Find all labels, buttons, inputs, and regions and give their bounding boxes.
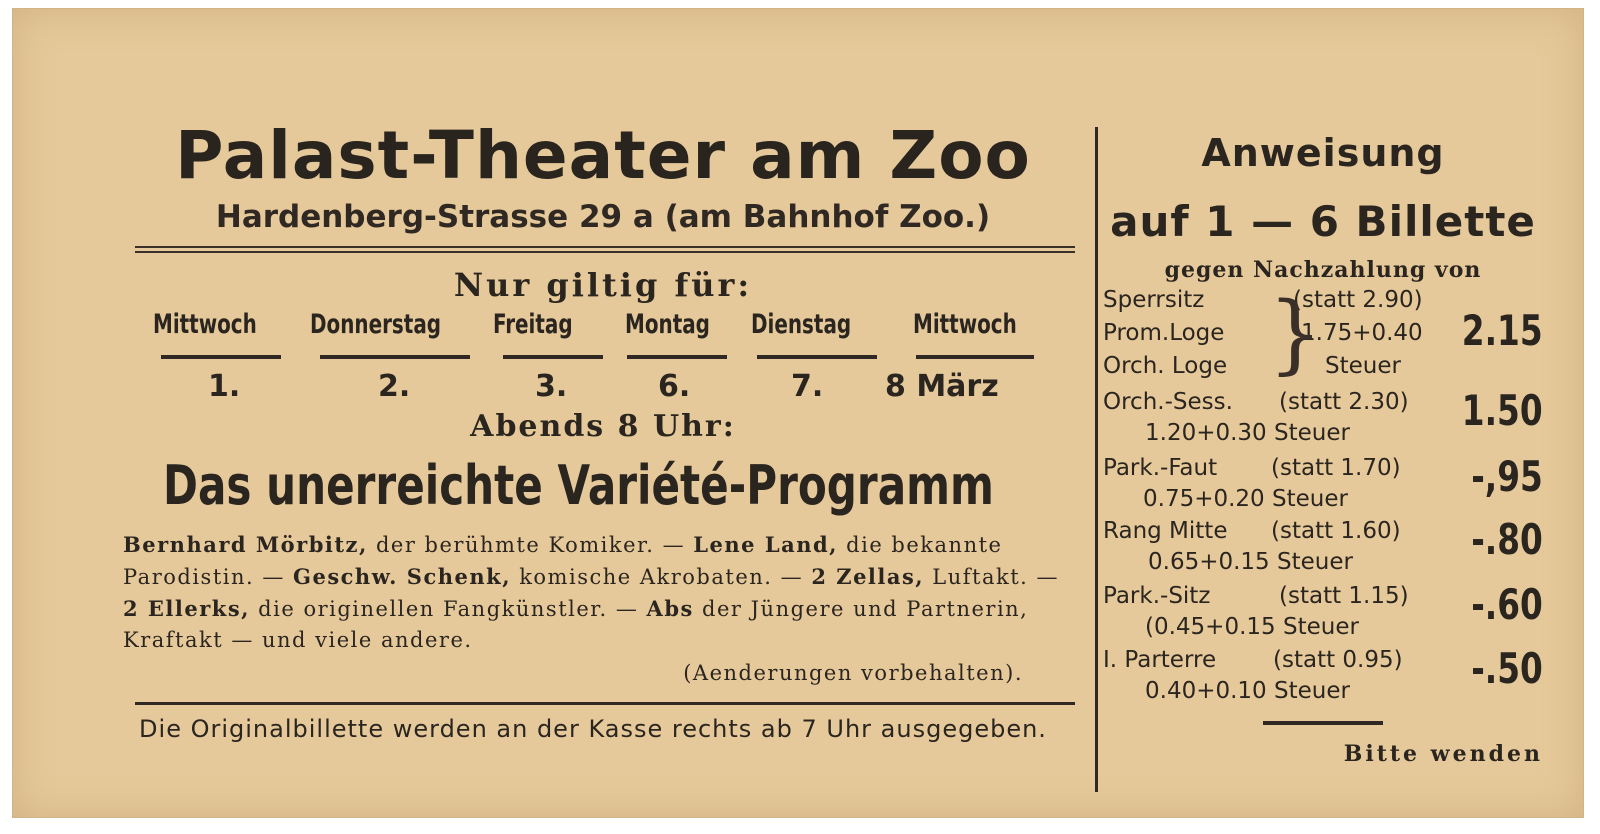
seat-category: Sperrsitz xyxy=(1103,287,1205,313)
statt-price: (statt 1.15) xyxy=(1279,583,1409,609)
valid-days xyxy=(123,309,1083,359)
vertical-divider xyxy=(1095,127,1098,792)
day-name: Mittwoch xyxy=(153,309,257,340)
seat-category: Orch.-Sess. xyxy=(1103,389,1233,415)
show-time: Abends 8 Uhr: xyxy=(470,409,736,444)
seat-category: Orch. Loge xyxy=(1103,353,1228,379)
turn-over-note: Bitte wenden xyxy=(1343,741,1543,767)
seat-price: -.80 xyxy=(1471,515,1543,564)
act-description: komische Akrobaten. — xyxy=(511,565,812,589)
day-underline xyxy=(757,355,877,359)
seat-category: Park.-Sitz xyxy=(1103,583,1211,609)
act-name: Abs xyxy=(646,596,694,621)
theater-address: Hardenberg-Strasse 29 a (am Bahnhof Zoo.) xyxy=(215,199,991,235)
seat-category: Rang Mitte xyxy=(1103,518,1228,544)
act-description: der berühmte Komiker. — xyxy=(367,533,694,557)
seat-price: -.60 xyxy=(1471,580,1543,629)
theater-title: Palast-Theater am Zoo xyxy=(175,117,1031,194)
seat-price: -.50 xyxy=(1471,644,1543,693)
tax-label: Steuer xyxy=(1325,353,1401,379)
day-name: Dienstag xyxy=(751,309,852,340)
day-date: 2. xyxy=(378,369,411,404)
double-divider xyxy=(135,246,1075,253)
seat-category: Prom.Loge xyxy=(1103,320,1225,346)
day-underline xyxy=(627,355,727,359)
day-date: 1. xyxy=(208,369,241,404)
act-name: Geschw. Schenk, xyxy=(293,564,512,589)
footer-note: Die Originalbillette werden an der Kasse rechts ab 7 Uhr ausgegeben. xyxy=(139,715,1047,743)
day-date: 3. xyxy=(535,369,568,404)
statt-price: (statt 0.95) xyxy=(1273,647,1403,673)
statt-price: (statt 2.90) xyxy=(1293,287,1423,313)
act-name: Bernhard Mörbitz, xyxy=(123,532,368,557)
day-underline xyxy=(320,355,470,359)
day-underline xyxy=(503,355,603,359)
seat-category: Park.-Faut xyxy=(1103,455,1218,481)
loge-group xyxy=(1103,284,1543,384)
price-split: 0.65+0.15 Steuer xyxy=(1148,549,1353,575)
act-name: Lene Land, xyxy=(693,532,838,557)
price-split: (0.45+0.15 Steuer xyxy=(1145,614,1359,640)
validity-label: Nur giltig für: xyxy=(453,266,753,304)
ticket-card xyxy=(12,8,1584,818)
voucher-heading: Anweisung xyxy=(1201,131,1445,175)
act-description: die originellen Fangkünstler. — xyxy=(250,597,647,621)
seat-price: 2.15 xyxy=(1462,306,1543,355)
act-description: der Jüngere und Partnerin, Kraftakt — und viele andere. xyxy=(123,597,1029,652)
day-name: Montag xyxy=(625,309,710,340)
seat-price: -,95 xyxy=(1471,452,1543,501)
day-name: Donnerstag xyxy=(310,309,442,340)
day-underline xyxy=(161,355,281,359)
price-split: 1.20+0.30 Steuer xyxy=(1145,420,1350,446)
price-split: 1.75+0.40 xyxy=(1301,320,1423,346)
act-name: 2 Ellerks, xyxy=(123,596,250,621)
day-date: 7. xyxy=(791,369,824,404)
act-description: die bekannte Parodistin. — xyxy=(123,533,1003,589)
seat-price: 1.50 xyxy=(1462,386,1543,435)
statt-price: (statt 2.30) xyxy=(1279,389,1409,415)
program-title: Das unerreichte Variété-Programm xyxy=(163,454,994,517)
surcharge-label: gegen Nachzahlung von xyxy=(1164,257,1482,283)
price-split: 0.40+0.10 Steuer xyxy=(1145,678,1350,704)
changes-note: (Aenderungen vorbehalten). xyxy=(683,661,1023,685)
valid-dates xyxy=(123,369,1083,409)
day-name: Freitag xyxy=(493,309,573,340)
day-date: 6. xyxy=(658,369,691,404)
day-name: Mittwoch xyxy=(913,309,1017,340)
statt-price: (statt 1.70) xyxy=(1271,455,1401,481)
voucher-subheading: auf 1 — 6 Billette xyxy=(1110,197,1536,246)
statt-price: (statt 1.60) xyxy=(1271,518,1401,544)
price-split: 0.75+0.20 Steuer xyxy=(1143,486,1348,512)
acts-list xyxy=(123,529,1083,656)
act-description: Luftakt. — xyxy=(924,565,1060,589)
seat-category: I. Parterre xyxy=(1103,647,1217,673)
bottom-divider xyxy=(135,702,1075,705)
day-date: 8 März xyxy=(885,369,999,404)
voucher-divider xyxy=(1263,721,1383,725)
brace-icon: } xyxy=(1268,284,1323,384)
day-underline xyxy=(916,355,1034,359)
act-name: 2 Zellas, xyxy=(811,564,925,589)
